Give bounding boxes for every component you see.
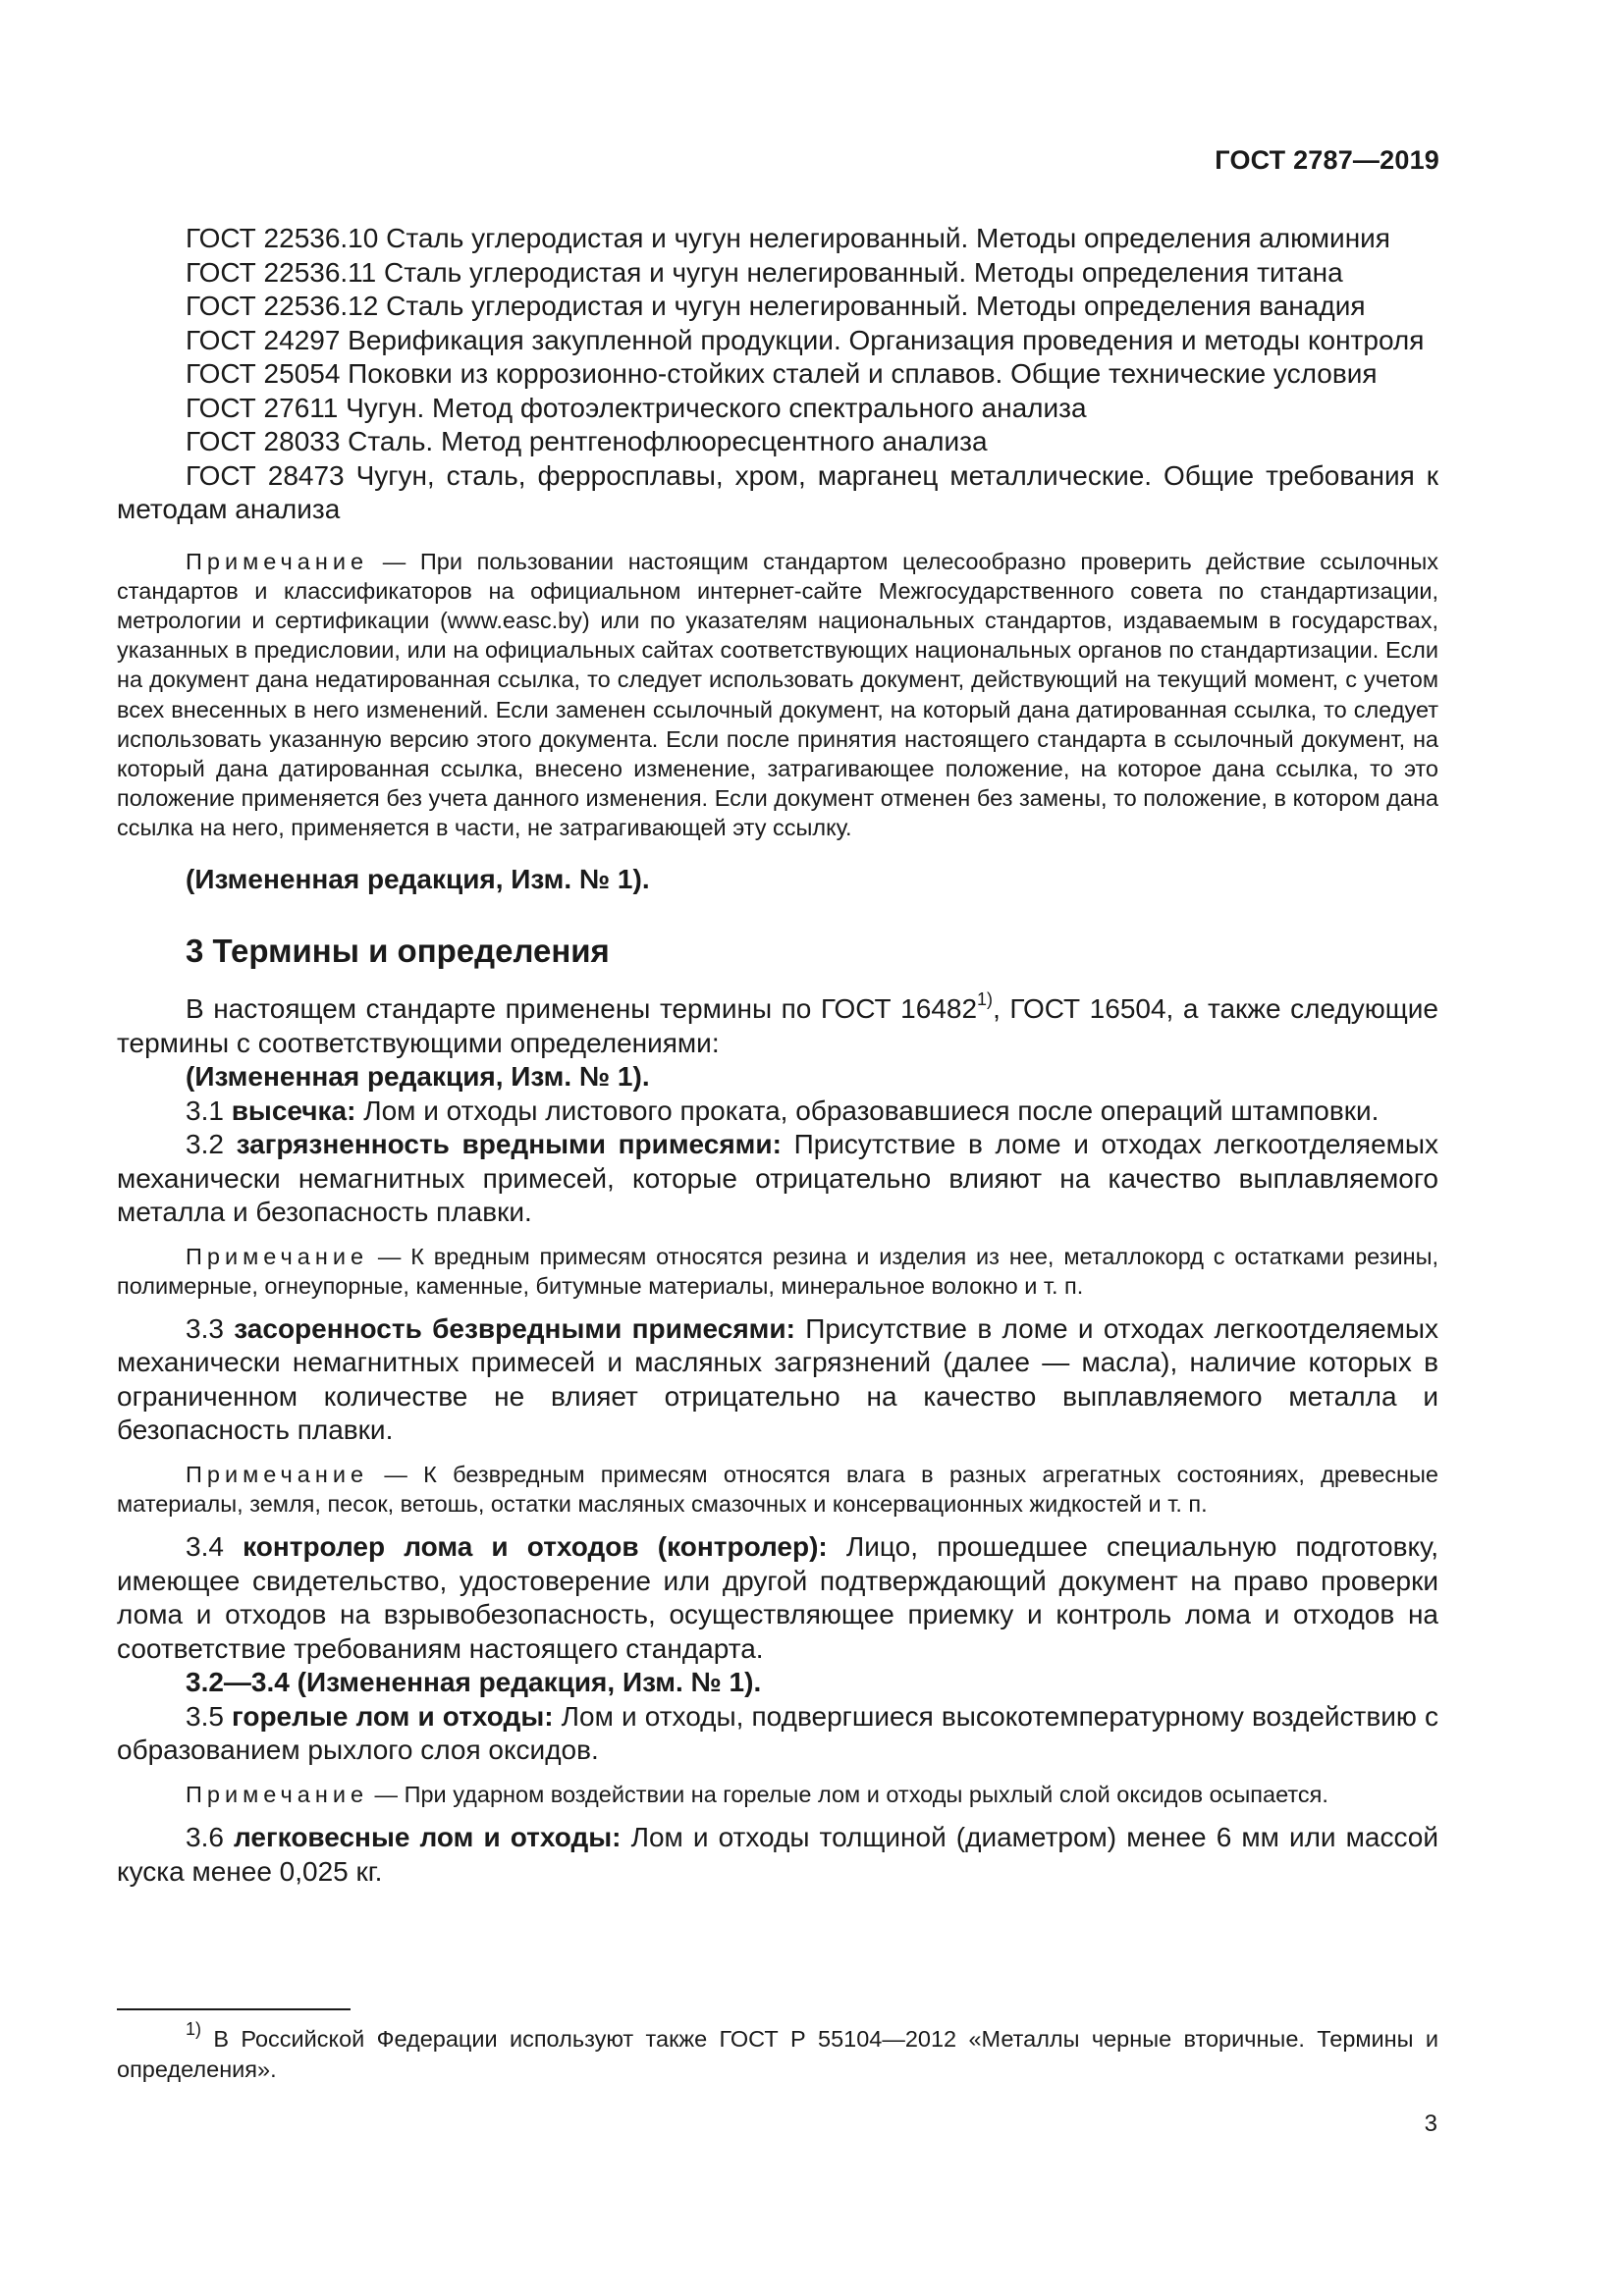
note-label: Примечание [186,1781,369,1807]
reference-item: ГОСТ 28033 Сталь. Метод рентгенофлюоресцентного анализа [186,426,988,456]
term-name: горелые лом и отходы: [232,1700,554,1732]
note-text: — К вредным примесям относятся резина и изделия из нее, металлокорд с остатками резины, полимерные, огнеупорные, каменные, битумные материалы, минеральное волокно и т. п. [117,1243,1438,1299]
term-3-5: 3.5 горелые лом и отходы: Лом и отходы, подвергшиеся высокотемпературному воздействию с образованием рыхлого слоя оксидов. [117,1700,1439,1766]
term-3-4: 3.4 контролер лома и отходов (контролер): Лицо, прошедшее специальную подготовку, имеющее свидетельство, удостоверение или другой подтверждающий документ на право проверки лома и отходов на взрывобезопасность, осуществляющее приемку и контроль лома и отходов на соответствие требованиям настоящего стандарта. [117,1531,1438,1664]
footnote-text: В Российской Федерации используют также ГОСТ Р 55104—2012 «Металлы черные вторичные. Термины и определения». [117,2026,1438,2082]
page-content [117,222,1438,1889]
amendment-note: (Измененная редакция, Изм. № 1). [186,863,650,894]
term-definition: Лом и отходы листового проката, образовавшиеся после операций штамповки. [355,1095,1380,1126]
term-3-1: 3.1 высечка: Лом и отходы листового проката, образовавшиеся после операций штамповки. [186,1095,1380,1126]
footnote-separator [117,2008,351,2010]
note-label: Примечание [186,1461,369,1487]
reference-item: ГОСТ 25054 Поковки из коррозионно-стойких сталей и сплавов. Общие технические условия [186,358,1378,389]
term-3-2: 3.2 загрязненность вредными примесями: Присутствие в ломе и отходах легкоотделяемых механически немагнитных примесей, которые отрицательно влияют на качество выплавляемого металла и безопасность плавки. [117,1129,1439,1228]
section-title: 3 Термины и определения [186,933,610,970]
section-intro: В настоящем стандарте применены термины по ГОСТ 16482$^{1)}$, ГОСТ 16504, а также следующие термины с соответствующими определениями: [117,988,1439,1058]
term-note [117,1780,1438,1809]
term-name: высечка: [231,1095,356,1126]
note-text: — При ударном воздействии на горелые лом и отходы рыхлый слой оксидов осыпается. [368,1781,1328,1807]
footnote-ref: 1) [977,988,994,1009]
note-text: — При пользовании настоящим стандартом целесообразно проверить действие ссылочных стандартов и классификаторов на официальном интернет-сайте Межгосударственного совета по стандартизации, метрологии и сертификации (www.easc.by) или по указателям национальных стандартов, издаваемым в государствах, указанных в предисловии, или на официальных сайтах соответствующих национальных органов по стандартизации. Если на документ дана недатированная ссылка, то следует использовать документ, действующий на текущий момент, с учетом всех внесенных в него изменений. Если заменен ссылочный документ, на который дана датированная ссылка, то следует использовать указанную версию этого документа. Если после принятия настоящего стандарта в ссылочный документ, на который дана датированная ссылка, внесено изменение, затрагивающее положение, на которое дана ссылка, то это положение применяется без учета данного изменения. Если документ отменен без замены, то положение, в котором дана ссылка на него, применяется в части, не затрагивающей эту ссылку. [117,548,1438,841]
standard-id: ГОСТ 2787—2019 [1215,145,1439,175]
note-text: — К безвредным примесям относятся влага в разных агрегатных состояниях, древесные материалы, земля, песок, ветошь, остатки масляных смазочных и консервационных жидкостей и т. п. [117,1461,1438,1518]
reference-item: ГОСТ 22536.10 Сталь углеродистая и чугун нелегированный. Методы определения алюминия [186,223,1390,253]
term-definition: Лом и отходы толщиной (диаметром) менее 6 мм или массой куска менее 0,025 кг. [117,1822,1438,1887]
page-number: 3 [1424,2110,1437,2137]
term-name: легковесные лом и отходы: [234,1822,622,1853]
note-label: Примечание [186,548,369,574]
footnote [117,2019,1438,2085]
note-label: Примечание [186,1243,369,1269]
term-note [117,1242,1438,1301]
amendment-note: 3.2—3.4 (Измененная редакция, Изм. № 1). [186,1667,762,1698]
term-note [117,1460,1438,1519]
normative-references [117,222,1438,527]
term-3-3: 3.3 засоренность безвредными примесями: Присутствие в ломе и отходах легкоотделяемых механически немагнитных примесей и масляных загрязнений (далее — масла), наличие которых в ограниченном количестве не влияет отрицательно на качество выплавляемого металла и безопасность плавки. [117,1312,1439,1446]
term-name: загрязненность вредными примесями: [236,1129,782,1160]
term-definition: Лом и отходы, подвергшиеся высокотемпературному воздействию с образованием рыхлого слоя оксидов. [117,1700,1439,1766]
term-name: контролер лома и отходов (контролер): [243,1531,828,1563]
reference-item: ГОСТ 22536.11 Сталь углеродистая и чугун нелегированный. Методы определения титана [186,256,1343,288]
footnote-marker: 1) [186,2019,202,2040]
amendment-note: (Измененная редакция, Изм. № 1). [186,1061,650,1093]
reference-item: ГОСТ 22536.12 Сталь углеродистая и чугун нелегированный. Методы определения ванадия [186,291,1366,321]
reference-item: ГОСТ 24297 Верификация закупленной продукции. Организация проведения и методы контроля [186,324,1425,355]
term-name: засоренность безвредными примесями: [234,1312,795,1344]
reference-note [117,547,1438,843]
reference-item: ГОСТ 27611 Чугун. Метод фотоэлектрического спектрального анализа [186,392,1087,423]
term-definition: Присутствие в ломе и отходах легкоотделяемых механически немагнитных примесей, которые отрицательно влияют на качество выплавляемого металла и безопасность плавки. [117,1129,1439,1228]
term-3-6: 3.6 легковесные лом и отходы: Лом и отходы толщиной (диаметром) менее 6 мм или массой куска менее 0,025 кг. [117,1822,1438,1887]
term-definition: Присутствие в ломе и отходах легкоотделяемых механически немагнитных примесей и масляных загрязнений (далее — масла), наличие которых в ограниченном количестве не влияет отрицательно на качество выплавляемого металла и безопасность плавки. [117,1312,1439,1446]
term-definition: Лицо, прошедшее специальную подготовку, имеющее свидетельство, удостоверение или другой подтверждающий документ на право проверки лома и отходов на взрывобезопасность, осуществляющее приемку и контроль лома и отходов на соответствие требованиям настоящего стандарта. [117,1531,1438,1664]
reference-item: ГОСТ 28473 Чугун, сталь, ферросплавы, хром, марганец металлические. Общие требования к методам анализа [117,459,1438,524]
